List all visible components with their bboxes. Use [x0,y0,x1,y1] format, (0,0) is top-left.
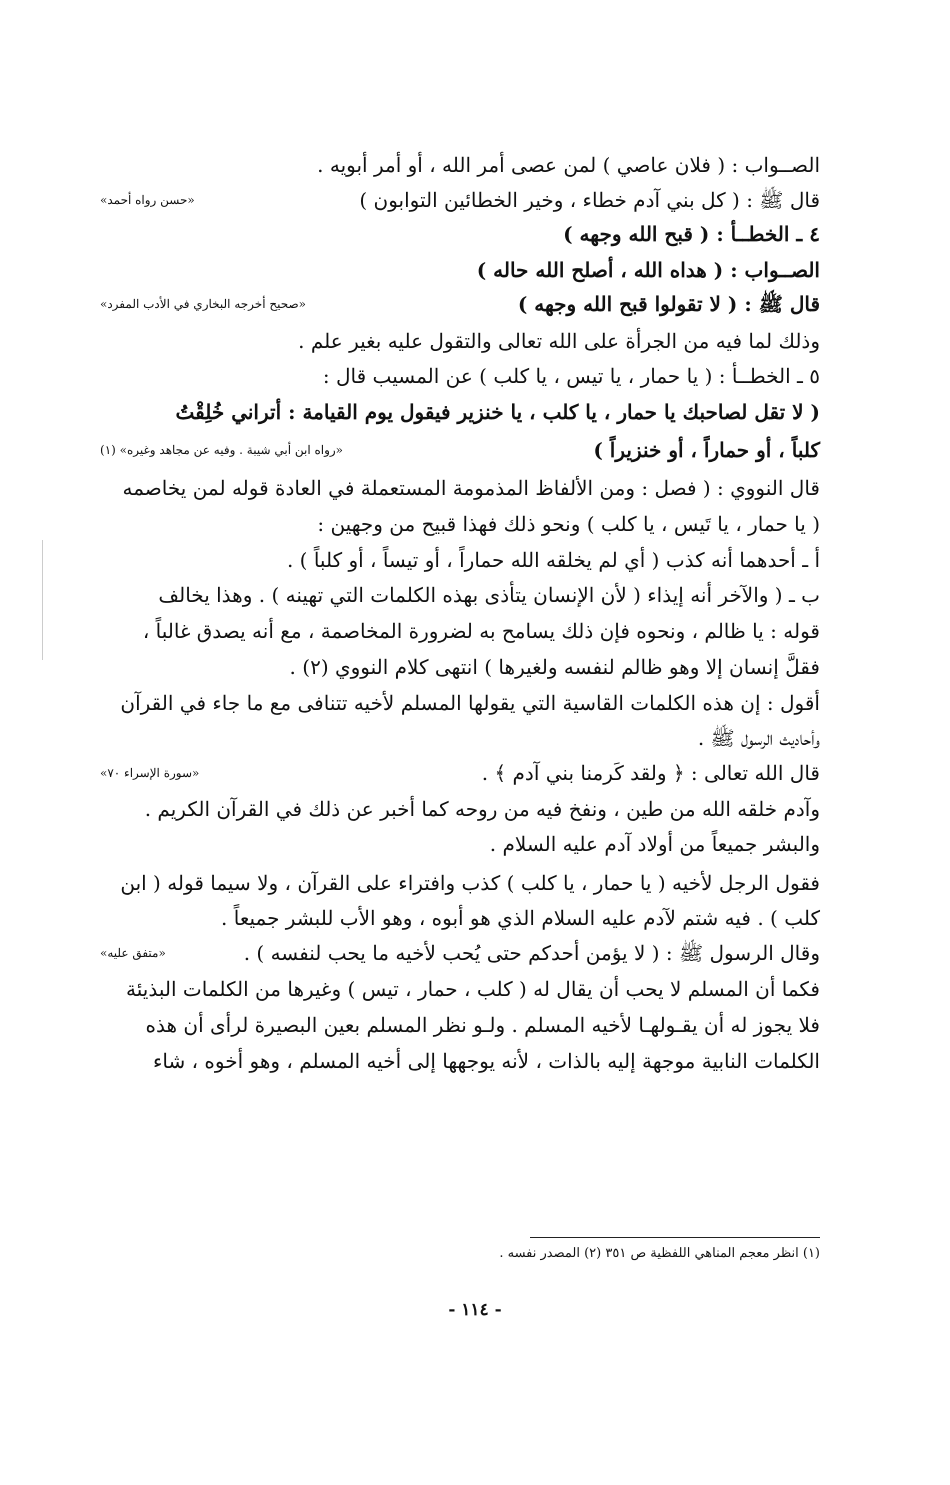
text-line: فلا يجوز له أن يقـولهـا لأخيه المسلم . ولـو نظر المسلم بعين البصيرة لرأى أن هذه [145,1013,820,1037]
text-line: قوله : يا ظالم ، ونحوه فإن ذلك يسامح به لضرورة المخاصمة ، مع أنه يصدق غالباً ، [142,619,820,643]
text-line: فقول الرجل لأخيه ( يا حمار ، يا كلب ) كذب وافتراء على القرآن ، ولا سيما قوله ( ابن [120,871,820,895]
text-line: ( لا تقل لصاحبك يا حمار ، يا كلب ، يا خنزير فيقول يوم القيامة : أتراني خُلِقْتُ [175,400,820,424]
text-line: أقول : إن هذه الكلمات القاسية التي يقولها المسلم لأخيه تتنافى مع ما جاء في القرآن [120,691,820,715]
text-line: أ ـ أحدهما أنه كذب ( أي لم يخلقه الله حماراً ، أو تيساً ، أو كلباً ) . [286,548,820,572]
text-line: الصــواب : ( هداه الله ، أصلح الله حاله ) [476,258,820,282]
text-line: قال ﷺ : ( لا تقولوا قبح الله وجهه ) [517,292,820,316]
scan-margin-mark [42,540,43,660]
page-number: - ١١٤ - [448,1300,502,1320]
text-line: ب ـ ( والآخر أنه إيذاء ( لأن الإنسان يتأذى بهذه الكلمات التي تهينه ) . وهذا يخالف [158,583,820,607]
source-note: «سورة الإسراء ٧٠» [100,766,200,780]
text-line: قال ﷺ : ( كل بني آدم خطاء ، وخير الخطائين التوابون ) [359,188,820,212]
text-line: فقلَّ إنسان إلا وهو ظالم لنفسه ولغيرها ) انتهى كلام النووي (٢) . [289,655,820,679]
text-line: كلباً ، أو حماراً ، أو خنزيراً ) [593,438,820,462]
text-line: وذلك لما فيه من الجرأة على الله تعالى والتقول عليه بغير علم . [298,329,820,353]
text-line: الكلمات النابية موجهة إليه بالذات ، لأنه يوجهها إلى أخيه المسلم ، وهو أخوه ، شاء [152,1049,820,1073]
footnote: (١) انظر معجم المناهي اللفظية ص ٣٥١ (٢) المصدر نفسه . [499,1246,820,1261]
text-line: الصــواب : ( فلان عاصي ) لمن عصى أمر الله ، أو أمر أبويه . [317,153,820,177]
source-note: «حسن رواه أحمد» [100,193,195,207]
text-line: قال النووي : ( فصل : ومن الألفاظ المذمومة المستعملة في العادة قوله لمن يخاصمه [122,476,820,500]
text-line: وأحاديث الرسول ﷺ . [697,726,820,750]
text-line: وآدم خلقه الله من طين ، ونفخ فيه من روحه كما أخبر عن ذلك في القرآن الكريم . [144,797,820,821]
source-note: «صحيح أخرجه البخاري في الأدب المفرد» [100,297,307,311]
text-line: فكما أن المسلم لا يحب أن يقال له ( كلب ، حمار ، تيس ) وغيرها من الكلمات البذيئة [126,977,820,1001]
source-note: «رواه ابن أبي شيبة . وفيه عن مجاهد وغيره» (١) [100,443,344,457]
heading-line: ٥ ـ الخطــأ : ( يا حمار ، يا تيس ، يا كلب ) عن المسيب قال : [322,364,820,388]
text-line: كلب ) . فيه شتم لآدم عليه السلام الذي هو أبوه ، وهو الأب للبشر جميعاً . [221,906,820,930]
footnote-divider [530,1237,820,1238]
heading-line: ٤ ـ الخطــأ : ( قبح الله وجهه ) [563,222,820,246]
text-line: قال الله تعالى : ﴿ ولقد كَرمنا بني آدم ﴾ . [481,761,820,785]
text-line: وقال الرسول ﷺ : ( لا يؤمن أحدكم حتى يُحب لأخيه ما يحب لنفسه ) . [243,941,820,965]
source-note: «متفق عليه» [100,946,166,960]
text-line: ( يا حمار ، يا تَيس ، يا كلب ) ونحو ذلك فهذا قبيح من وجهين : [317,512,820,536]
text-line: والبشر جميعاً من أولاد آدم عليه السلام . [489,832,820,856]
